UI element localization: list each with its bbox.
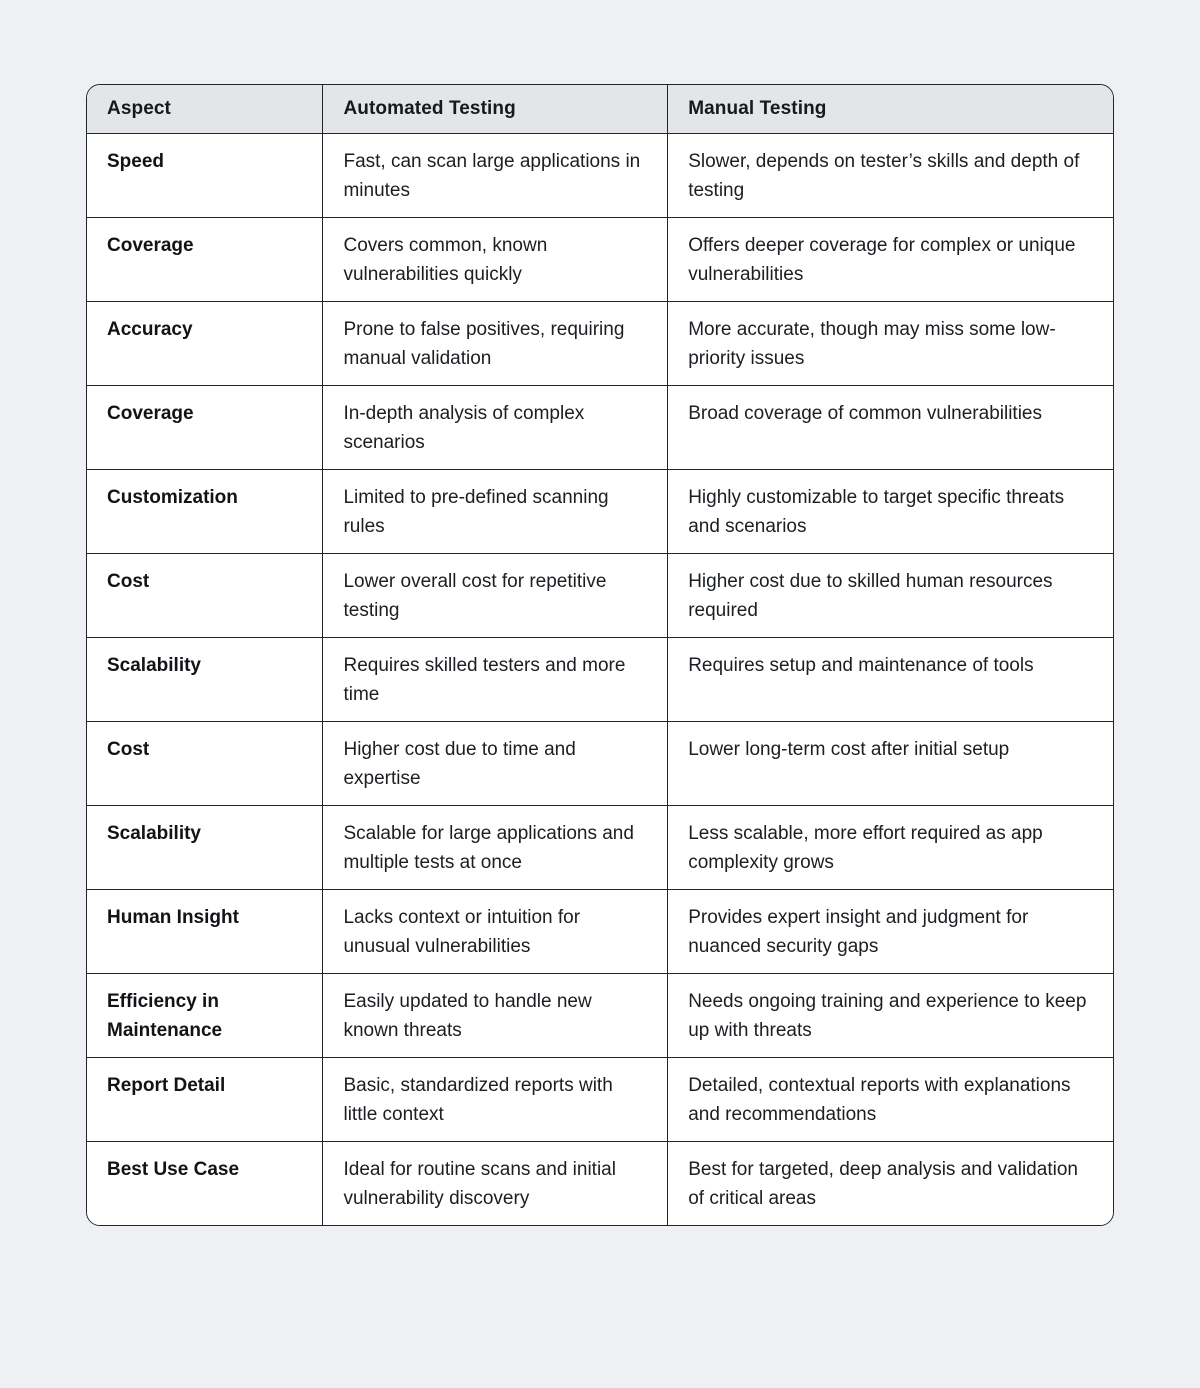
testing-comparison-table: [87, 85, 1113, 1225]
aspect-cell: Cost: [87, 722, 323, 806]
manual-testing-cell: Broad coverage of common vulnerabilities: [668, 386, 1113, 470]
table-row: [87, 1058, 1113, 1142]
aspect-cell: Best Use Case: [87, 1142, 323, 1226]
manual-testing-cell: Best for targeted, deep analysis and validation of critical areas: [668, 1142, 1113, 1226]
table-row: [87, 890, 1113, 974]
automated-testing-cell: In-depth analysis of complex scenarios: [323, 386, 668, 470]
comparison-table-card: [86, 84, 1114, 1226]
manual-testing-cell: Requires setup and maintenance of tools: [668, 638, 1113, 722]
aspect-cell: Scalability: [87, 806, 323, 890]
automated-testing-cell: Lacks context or intuition for unusual vulnerabilities: [323, 890, 668, 974]
automated-testing-cell: Covers common, known vulnerabilities quickly: [323, 218, 668, 302]
automated-testing-cell: Basic, standardized reports with little context: [323, 1058, 668, 1142]
automated-testing-cell: Limited to pre-defined scanning rules: [323, 470, 668, 554]
manual-testing-cell: Slower, depends on tester’s skills and depth of testing: [668, 134, 1113, 218]
aspect-cell: Cost: [87, 554, 323, 638]
manual-testing-cell: Highly customizable to target specific threats and scenarios: [668, 470, 1113, 554]
table-row: [87, 974, 1113, 1058]
manual-testing-cell: Detailed, contextual reports with explanations and recommendations: [668, 1058, 1113, 1142]
aspect-cell: Report Detail: [87, 1058, 323, 1142]
column-header-automated-testing: Automated Testing: [323, 85, 668, 134]
table-row: [87, 386, 1113, 470]
aspect-cell: Scalability: [87, 638, 323, 722]
manual-testing-cell: Provides expert insight and judgment for nuanced security gaps: [668, 890, 1113, 974]
automated-testing-cell: Fast, can scan large applications in minutes: [323, 134, 668, 218]
table-row: [87, 722, 1113, 806]
manual-testing-cell: Less scalable, more effort required as app complexity grows: [668, 806, 1113, 890]
table-row: [87, 470, 1113, 554]
aspect-cell: Efficiency in Maintenance: [87, 974, 323, 1058]
aspect-cell: Speed: [87, 134, 323, 218]
table-row: [87, 1142, 1113, 1226]
manual-testing-cell: Needs ongoing training and experience to keep up with threats: [668, 974, 1113, 1058]
automated-testing-cell: Requires skilled testers and more time: [323, 638, 668, 722]
table-row: [87, 638, 1113, 722]
page: [0, 84, 1200, 1388]
table-body: [87, 134, 1113, 1226]
aspect-cell: Coverage: [87, 218, 323, 302]
column-header-aspect: Aspect: [87, 85, 323, 134]
table-row: [87, 134, 1113, 218]
table-row: [87, 218, 1113, 302]
automated-testing-cell: Lower overall cost for repetitive testing: [323, 554, 668, 638]
manual-testing-cell: Lower long-term cost after initial setup: [668, 722, 1113, 806]
aspect-cell: Accuracy: [87, 302, 323, 386]
manual-testing-cell: Offers deeper coverage for complex or unique vulnerabilities: [668, 218, 1113, 302]
aspect-cell: Customization: [87, 470, 323, 554]
header-row: [87, 85, 1113, 134]
table-row: [87, 806, 1113, 890]
table-header: [87, 85, 1113, 134]
automated-testing-cell: Easily updated to handle new known threats: [323, 974, 668, 1058]
automated-testing-cell: Ideal for routine scans and initial vulnerability discovery: [323, 1142, 668, 1226]
automated-testing-cell: Higher cost due to time and expertise: [323, 722, 668, 806]
aspect-cell: Coverage: [87, 386, 323, 470]
aspect-cell: Human Insight: [87, 890, 323, 974]
table-row: [87, 554, 1113, 638]
table-row: [87, 302, 1113, 386]
column-header-manual-testing: Manual Testing: [668, 85, 1113, 134]
manual-testing-cell: Higher cost due to skilled human resources required: [668, 554, 1113, 638]
manual-testing-cell: More accurate, though may miss some low-priority issues: [668, 302, 1113, 386]
automated-testing-cell: Scalable for large applications and multiple tests at once: [323, 806, 668, 890]
automated-testing-cell: Prone to false positives, requiring manual validation: [323, 302, 668, 386]
